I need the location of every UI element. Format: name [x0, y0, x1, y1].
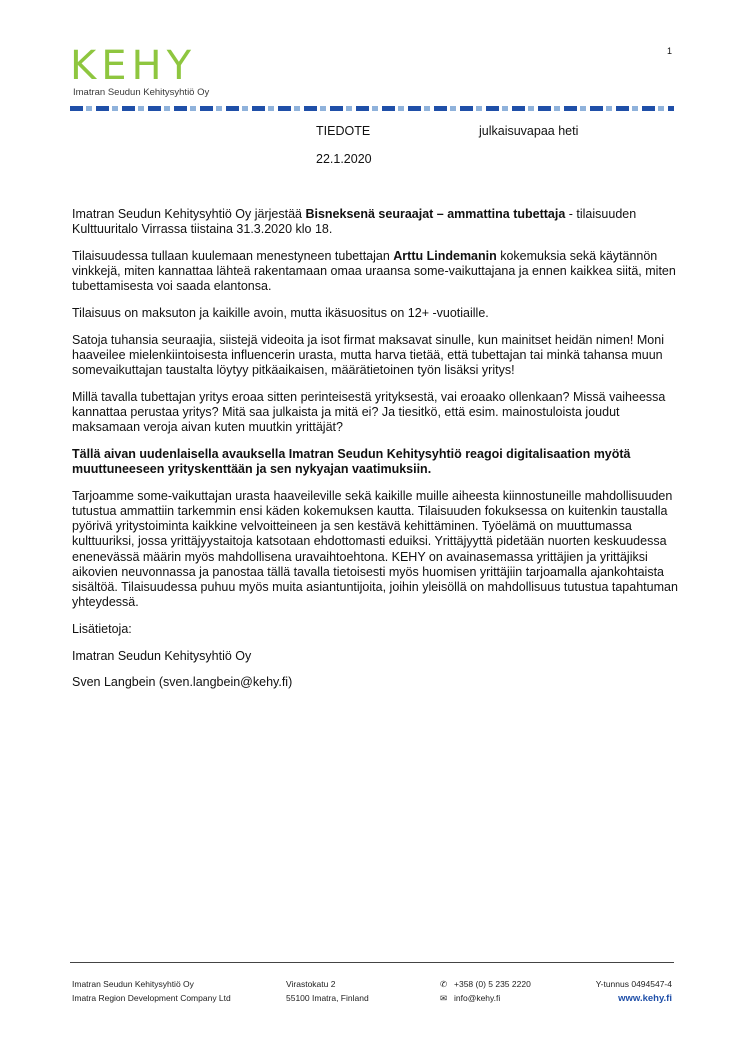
paragraph-intro: Imatran Seudun Kehitysyhtiö Oy järjestää Bisneksenä seuraajat – ammattina tubettaja - tilaisuuden Kulttuuritalo Virrassa tiistaina 31.3.2020 klo 18. [72, 207, 637, 237]
footer-divider [70, 962, 674, 963]
paragraph-offer: Tarjoamme some-vaikuttajan urasta haaveileville sekä kaikille muille aiheesta kiinnostuneille mahdollisuuden tutustua ammattiin tarkemmin ensi käden kokemuksen kautta. Tilaisuuden fokuksessa on kuitenkin taustalla pyörivä yritystoiminta kaikkine velvoitteineen ja sen kestävä kehittäminen. Työelämä on muuttumassa kulttuuriksi, jossa yrittäjyystaitoja katsotaan ehdottomasti eduiksi. Yrittäjyyttä pidetään nuorten keskuudessa enenevässä määrin myös mahdollisena uravaihtoehtona. KEHY on avainasemassa yrittäjien ja yrittäjiksi aikovien neuvonnassa ja panostaa tällä tavalla tietoisesti myös huomisen yrittäjiin tarjoamalla ajankohtaista sisältöä. Tilaisuudessa puhuu myös muita asiantuntijoita, joihin yleisöllä on mahdollisuus tutustua tapahtuman yhteydessä. [72, 488, 678, 610]
footer-street: Virastokatu 2 [286, 979, 336, 989]
footer-company [72, 978, 231, 1005]
contact-company: Imatran Seudun Kehitysyhtiö Oy [72, 648, 252, 663]
paragraph-highlight: Tällä aivan uudenlaisella avauksella Imatran Seudun Kehitysyhtiö reagoi digitalisaation myötä muuttuneeseen yrityskenttään ja sen nykyajan vaatimuksiin. [72, 446, 631, 477]
release-date: 22.1.2020 [316, 152, 372, 166]
kehy-logo [70, 43, 210, 98]
paragraph-speaker: Tilaisuudessa tullaan kuulemaan menestyneen tubettajan Arttu Lindemanin kokemuksia sekä käytännön vinkkejä, miten kannattaa lähteä rakentamaan omaa uraansa some-vaikuttajana ja ennen kaikkea siitä, miten tubettamisesta voi saada elantonsa. [72, 248, 676, 294]
paragraph-followers: Satoja tuhansia seuraajia, siistejä videoita ja isot firmat maksavat sinulle, kun mainitset heidän nimen! Moni haaveilee mielenkiintoisesta influencerin urasta, mutta harva tietää, että tubettajan tai minkä tahansa muun somevaikuttajan taustalta löytyy pitkäaikaisen, määrätietoinen työn lisäksi yritys! [72, 332, 664, 378]
more-info-heading: Lisätietoja: [72, 621, 132, 636]
footer-company-en: Imatra Region Development Company Ltd [72, 992, 231, 1003]
footer-city: 55100 Imatra, Finland [286, 992, 369, 1003]
footer-company-fi: Imatran Seudun Kehitysyhtiö Oy [72, 979, 194, 989]
phone-icon: ✆ [440, 979, 448, 989]
footer-website-link[interactable]: www.kehy.fi [618, 992, 672, 1004]
header-stripe-divider [70, 106, 674, 111]
contact-person: Sven Langbein (sven.langbein@kehy.fi) [72, 675, 293, 690]
release-status: julkaisuvapaa heti [479, 124, 579, 138]
footer-business-id: Y-tunnus 0494547-4 [595, 979, 672, 989]
logo-wordmark: KEHY [70, 43, 197, 89]
logo-subtitle: Imatran Seudun Kehitysyhtiö Oy [73, 87, 210, 98]
footer-contact [440, 978, 531, 1005]
document-type-label: TIEDOTE [316, 124, 371, 138]
event-title: Bisneksenä seuraajat – ammattina tubettaja [305, 207, 566, 221]
footer-phone: +358 (0) 5 235 2220 [454, 979, 531, 989]
footer-registry [560, 978, 672, 1005]
footer-address [286, 978, 369, 1005]
footer-email[interactable]: info@kehy.fi [454, 992, 501, 1003]
mail-icon: ✉ [440, 992, 448, 1003]
press-release-body [72, 207, 678, 702]
paragraph-questions: Millä tavalla tubettajan yritys eroaa sitten perinteisestä yrityksestä, vai eroaako ollenkaan? Missä vaiheessa kannattaa perustaa yritys? Mitä saa julkaista ja mitä ei? Ja tiesitkö, että esim. mainostuloista joudut maksamaan veroja aivan kuten muutkin yrittäjät? [72, 389, 666, 435]
speaker-name: Arttu Lindemanin [393, 248, 497, 263]
paragraph-admission: Tilaisuus on maksuton ja kaikille avoin, mutta ikäsuositus on 12+ -vuotiaille. [72, 306, 489, 321]
page-number: 1 [667, 46, 673, 56]
